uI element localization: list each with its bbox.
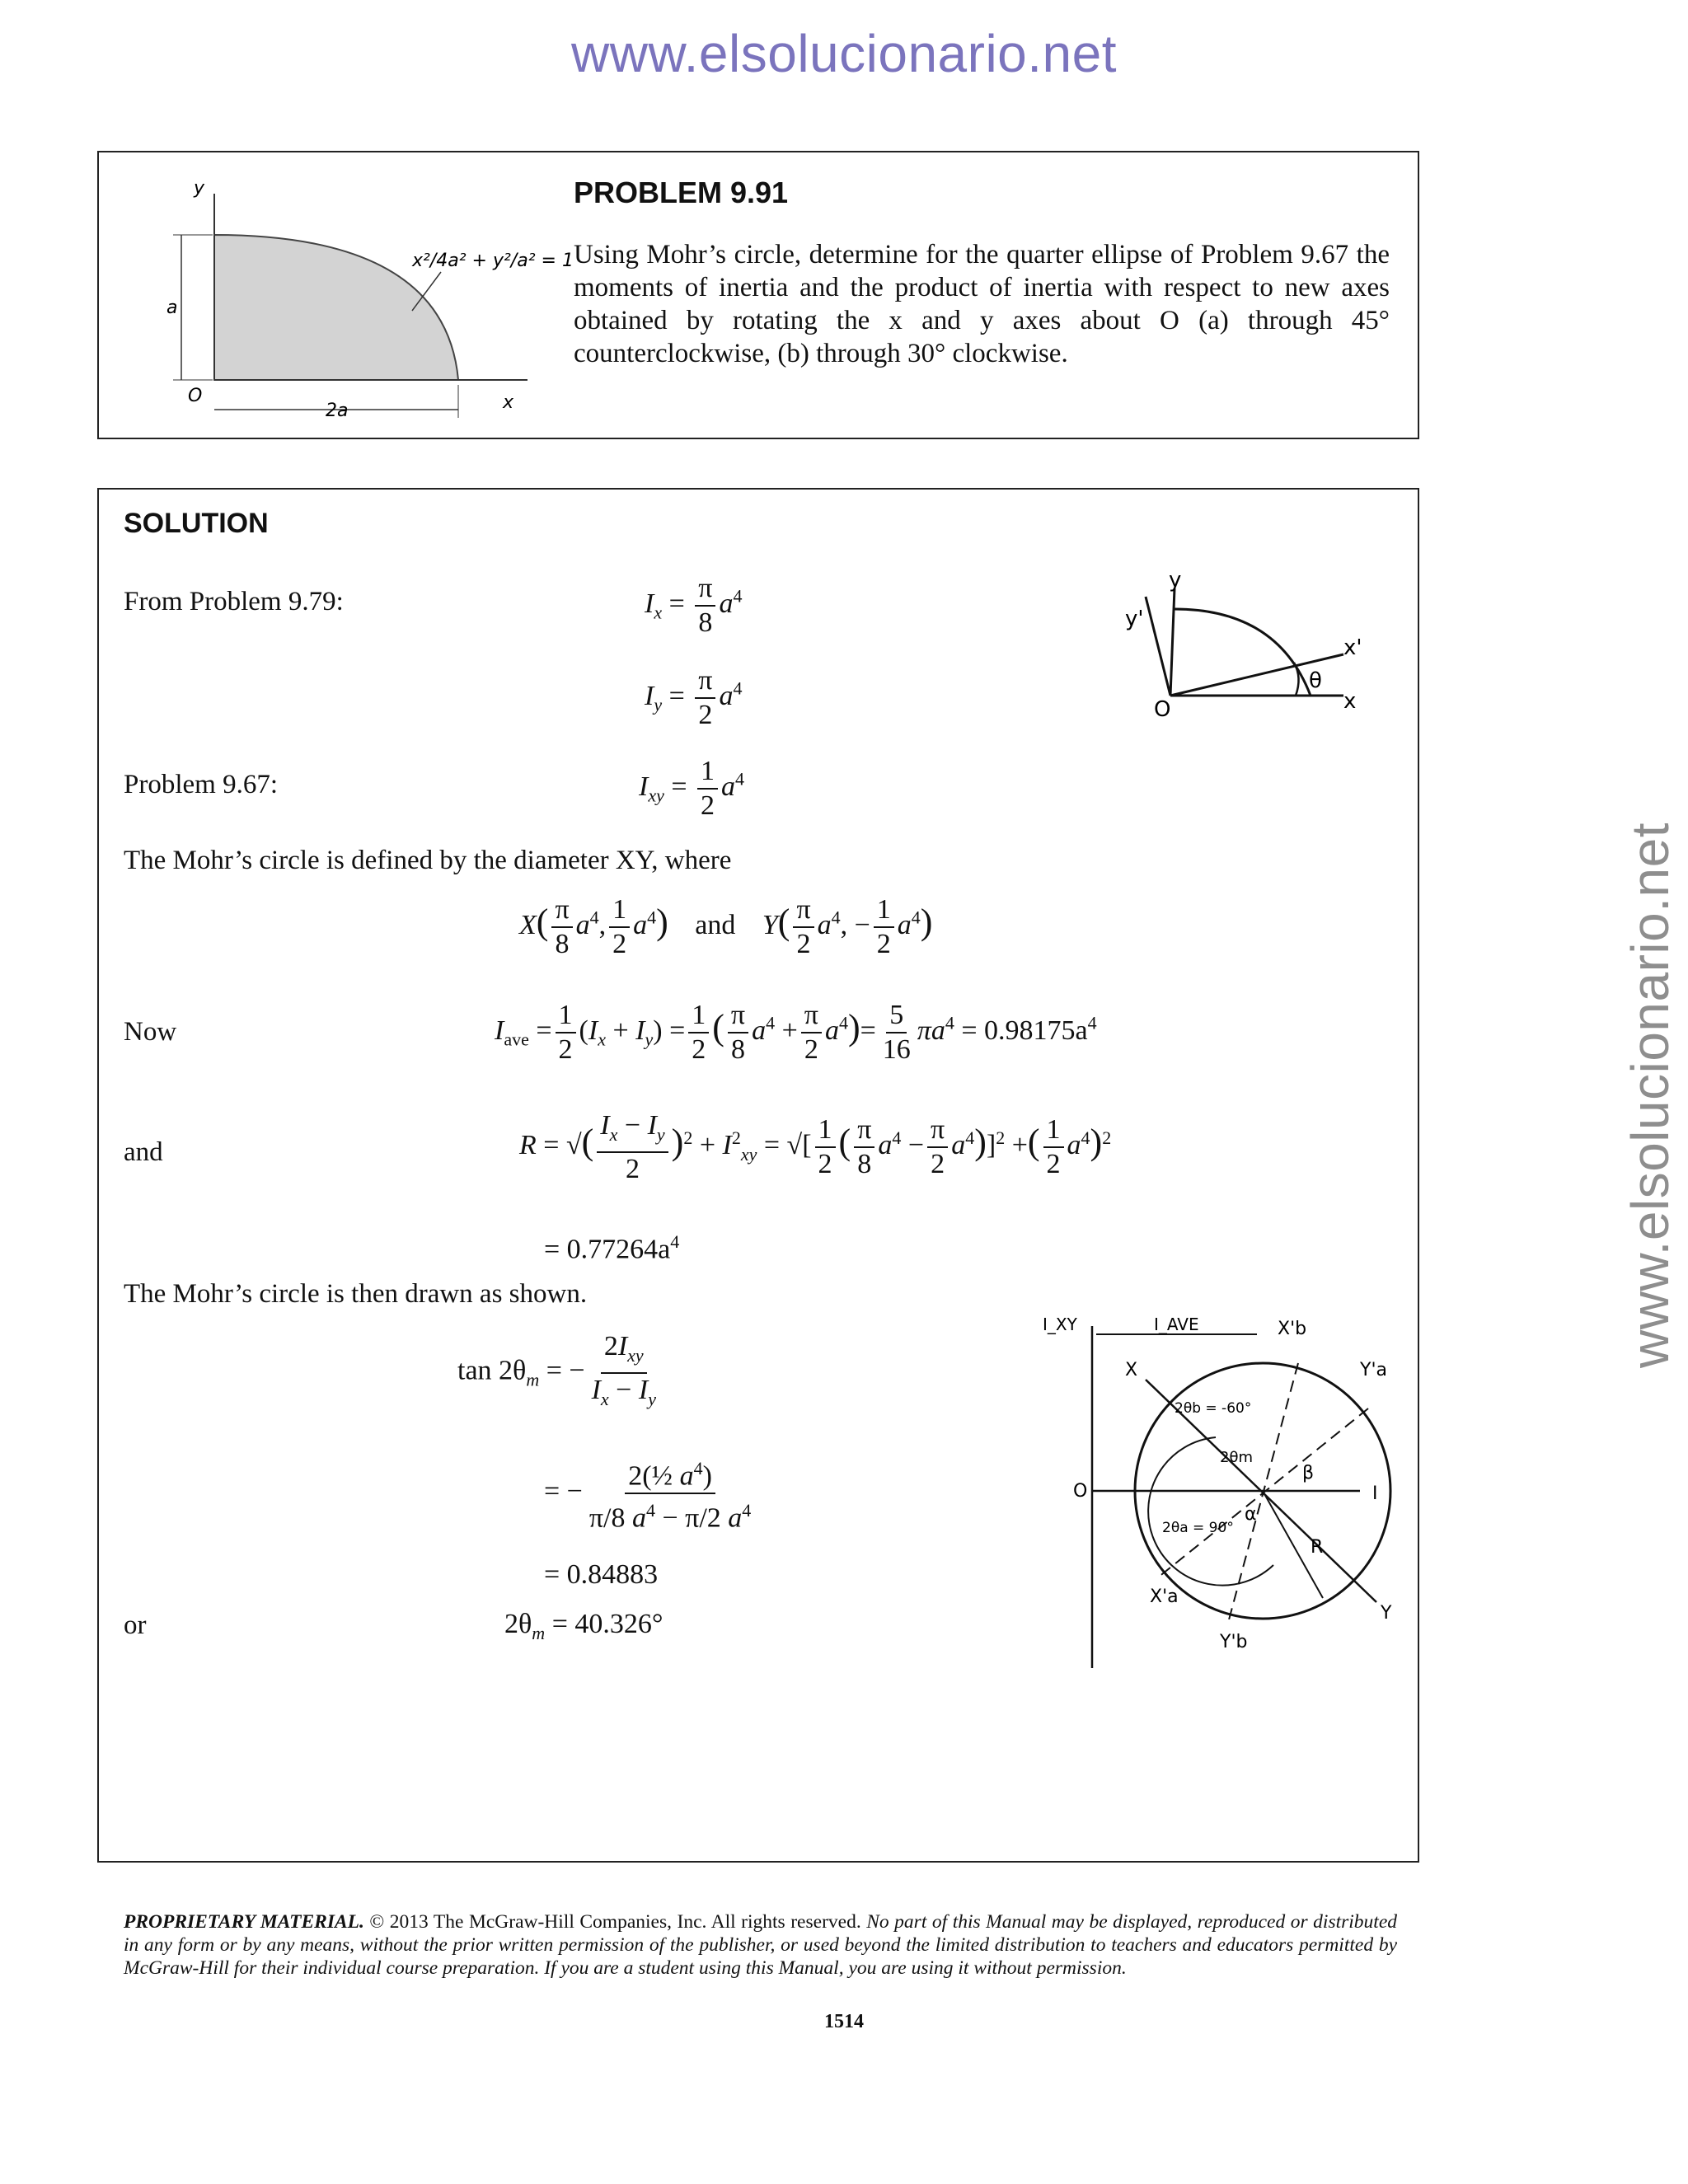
mohr-alpha-label: α [1245,1504,1257,1525]
rotated-axes-sketch [1030,572,1376,753]
tan-substitution: = − $\frac{2(\frac{1}{2} a^4)}{\pi/8 a^4 - \pi/2 a^4}$ [544,1452,757,1535]
mohr-y-label: Y [1381,1603,1392,1624]
xy-points-equation: X( $\frac{\pi}{8}$ $a^4$, $\frac{1}{2}$ $a^4$) and Y( $\frac{\pi}{2}$ $a^4$, − $\frac{1}{2}$ $a^4$) [519,894,933,959]
mohr-iave-label: I_AVE [1154,1315,1199,1334]
x-axis-label: x [503,392,514,413]
mohr-r-label: R [1311,1537,1324,1558]
origin-label: O [188,386,203,406]
mohr-circle-sketch [973,1314,1401,1676]
mohr-beta-label: β [1302,1463,1315,1483]
mohr-2theta-a-label: 2θa = 90° [1162,1520,1234,1536]
problem-967-label: Problem 9.67: [124,770,278,799]
watermark-side: www.elsolucionario.net [1620,823,1680,1368]
ix-equation: $I_x$ = $\frac{\pi}{8}$ $a^4$ [645,573,743,638]
y-axis-label: y [194,178,205,199]
mohr-x-label: X [1125,1360,1138,1380]
sketch-y-label: y [1169,572,1182,593]
mohr-ixy-label: I_XY [1043,1315,1077,1334]
footer-lead: PROPRIETARY MATERIAL. [124,1911,364,1933]
mohr-ya-label: Y'a [1360,1360,1387,1380]
proprietary-footer [124,1910,1397,1980]
sketch-y-prime-label: y' [1125,607,1144,631]
iy-equation: $I_y$ = $\frac{\pi}{2}$ $a^4$ [645,665,743,730]
mohr-2theta-b-label: 2θb = -60° [1175,1400,1252,1417]
and-label: and [124,1137,163,1167]
mohr-2theta-m-label: 2θm [1220,1449,1253,1466]
theta-m-equation: $2\theta_m = 40.326^\circ$ [504,1609,663,1643]
r-equation: R = √( $\frac{I_x - I_y}{2}$ )$^2 + I^2_{xy}$ = √[ $\frac{1}{2}$ ( $\frac{\pi}{8}$ $a^4$ − $\frac{\pi}{2}$ $a^4)]^2$ +( $\frac{1}{2}$ $a^4)^2$ [519,1110,1112,1184]
solution-box [97,488,1419,1863]
tan-equation: $\tan 2\theta_m$ = − $\frac{2I_{xy}}{I_x - I_y}$ [457,1331,656,1409]
problem-title: PROBLEM 9.91 [574,176,789,209]
now-label: Now [124,1017,177,1047]
watermark-top: www.elsolucionario.net [571,24,1117,83]
iave-equation: $I_{ave}$ = $\frac{1}{2}$ $(I_x + I_y)$ = $\frac{1}{2}$ ( $\frac{\pi}{8}$ $a^4$ + $\frac{\pi}{2}$ $a^4)=$ $\frac{5}{16}$ $\pi a^4 = 0.98175a^4$ [495,1000,1097,1065]
footer-copyright: © 2013 The McGraw-Hill Companies, Inc. All rights reserved. [363,1911,867,1933]
sketch-x-prime-label: x' [1343,635,1362,660]
mohr-yb-label: Y'b [1220,1632,1248,1652]
mohr-o-label: O [1073,1481,1088,1502]
tan-value: = 0.84883 [544,1559,659,1590]
page-number: 1514 [824,2011,864,2032]
problem-statement: Using Mohr’s circle, determine for the quarter ellipse of Problem 9.67 the moments of inertia and the product of inertia with respect to new axes obtained by rotating the x and y axes about O (a) through 45° counterclockwise, (b) through 30° clockwise. [574,240,1390,368]
mohr-i-label: I [1372,1483,1378,1504]
sketch-x-label: x [1343,689,1357,714]
width-label: 2a [326,401,349,421]
sketch-o-label: O [1154,697,1171,722]
from-problem-label: From Problem 9.79: [124,587,344,616]
quarter-ellipse-figure [115,169,577,441]
sketch-theta-label: θ [1309,668,1322,693]
mohr-xa-label: X'a [1150,1586,1179,1607]
height-label: a [166,298,178,318]
solution-title: SOLUTION [124,508,269,539]
mohr-xb-label: X'b [1278,1319,1307,1339]
footer-notice: No part of this Manual may be displayed, reproduced or distributed in any form or by any means, without the prior written permission of the publisher, or used beyond the limited distribution to teachers and educators permitted by McGraw-Hill for their individual course preparation. If you are a student using this Manual, you are using it without permission. [124,1911,1398,1979]
or-label: or [124,1610,147,1640]
ellipse-equation: x²/4a² + y²/a² = 1 [412,251,574,271]
problem-box [97,151,1419,439]
mohr-drawn-text: The Mohr’s circle is then drawn as shown. [124,1279,588,1309]
mohr-defined-text: The Mohr’s circle is defined by the diameter XY, where [124,846,732,875]
r-value: = $0.77264a^4$ [544,1231,680,1265]
ixy-equation: $I_{xy}$ = $\frac{1}{2}$ $a^4$ [639,756,745,821]
